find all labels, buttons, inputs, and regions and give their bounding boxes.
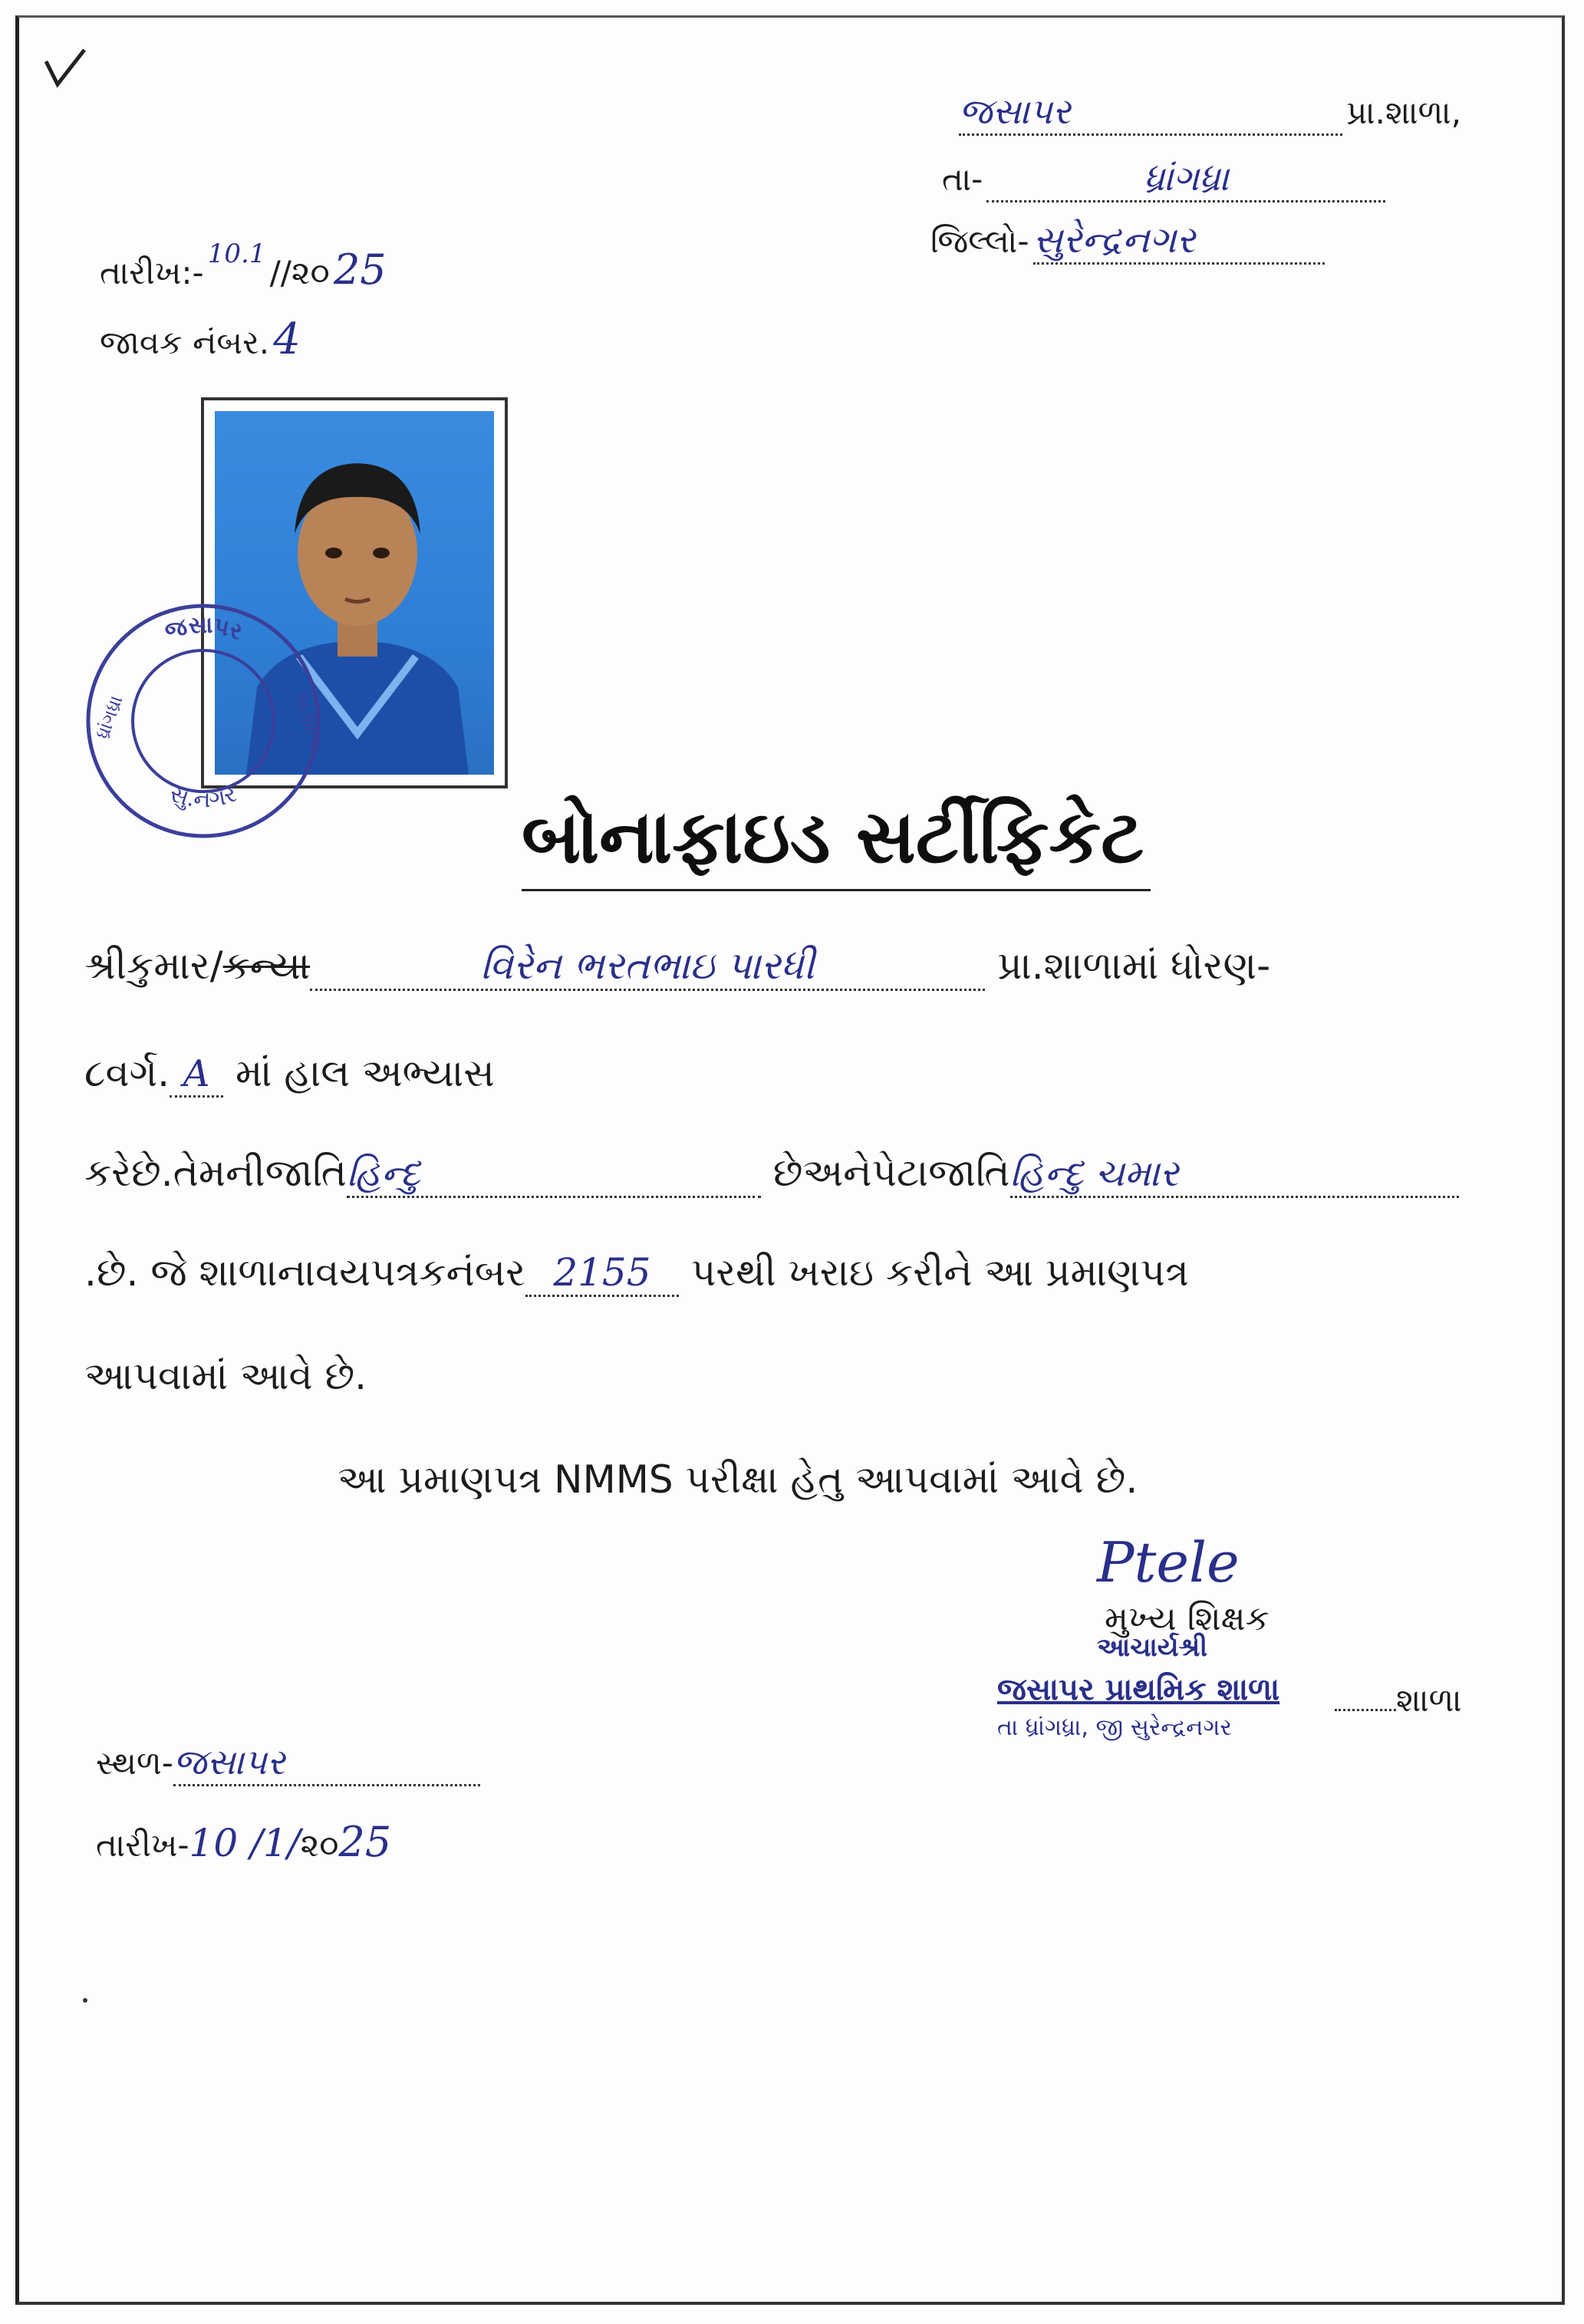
district-line (930, 219, 1325, 265)
svg-text:સુ.નગર (166, 780, 240, 813)
body-line-5: આપવામાં આવે છે. (84, 1354, 367, 1398)
body-line-2 (84, 1051, 495, 1098)
stamp-text-bottom: સુ.નગર (166, 780, 241, 814)
subcaste-handwritten: હિન્દુ ચમાર (1010, 1152, 1459, 1198)
tick-mark-icon (42, 46, 88, 92)
date-printed: //૨૦ (269, 254, 330, 291)
student-prefix: શ્રીકુમાર/ (84, 943, 223, 988)
district-handwritten: સુરેન્દ્રનગર (1033, 219, 1325, 265)
school-name-line (959, 91, 1461, 136)
student-name-handwritten: વિરેન ભરતભાઇ પારધી (310, 943, 985, 991)
inward-handwritten: 4 (273, 314, 301, 364)
stamp-text-right: પ્રા.શાળા (291, 690, 328, 753)
register-suffix: પરથી ખરાઇ કરીને આ પ્રમાણપત્ર (690, 1250, 1189, 1295)
class-suffix: માં હાલ અભ્યાસ (235, 1051, 495, 1095)
subcaste-prefix: છેઅનેપેટાજાતિ (772, 1150, 1010, 1195)
inward-number-line (100, 314, 301, 364)
certificate-title-block (522, 794, 1151, 891)
school-name-stamp: જસાપર પ્રાથમિક શાળા (997, 1672, 1280, 1707)
body-line-3 (84, 1150, 1459, 1198)
signature-role: મુખ્ય શિક્ષક (1105, 1599, 1270, 1638)
school-name-handwritten: જસાપર (959, 91, 1342, 136)
certificate-title: બોનાફાઇડ સર્ટીફિકેટ (522, 794, 1144, 880)
footer-date-year-handwritten: 25 (338, 1818, 392, 1866)
place-label: સ્થળ- (96, 1744, 173, 1782)
school-name-suffix-line (1335, 1681, 1462, 1720)
svg-text:જસાપર (162, 612, 246, 647)
school-suffix-dots (1335, 1709, 1396, 1711)
footer-date-label: તારીખ- (96, 1826, 189, 1864)
taluka-line (942, 157, 1385, 202)
student-school-suffix: પ્રા.શાળામાં ધોરણ- (997, 943, 1271, 988)
title-underline (522, 889, 1151, 891)
body-line-1 (84, 943, 1270, 991)
place-line (96, 1741, 480, 1786)
stamp-text-top: જસાપર (161, 611, 246, 647)
stamp-text-left: ધ્રાંગધ્રા (91, 692, 127, 742)
school-address-stamp: તા ધ્રાંગધ્રા, જી સુરેન્દ્રનગર (997, 1714, 1232, 1741)
caste-handwritten: હિન્દુ (347, 1152, 761, 1198)
inward-label: જાવક નંબર. (100, 324, 270, 361)
signature-role-stamp: આચાર્યશ્રી (1097, 1632, 1208, 1663)
principal-signature: Ptele (1097, 1530, 1240, 1595)
register-prefix: .છે. જે શાળાનાવયપત્રકનંબર (84, 1250, 525, 1295)
class-prefix: ૮વર્ગ. (84, 1051, 170, 1095)
school-name-suffix: પ્રા.શાળા, (1346, 94, 1462, 131)
speck-mark (83, 1998, 87, 2003)
date-line (100, 239, 387, 294)
footer-date-line (96, 1818, 391, 1866)
school-suffix-label: શાળા (1396, 1681, 1462, 1719)
purpose-line: આ પ્રમાણપત્ર NMMS પરીક્ષા હેતુ આપવામાં આવે છે. (338, 1457, 1138, 1502)
footer-date-year-printed: ૨૦ (300, 1826, 339, 1864)
date-handwritten-day: 10.1 (207, 239, 266, 269)
taluka-handwritten: ધ્રાંગધ્રા (986, 157, 1385, 202)
place-handwritten: જસાપર (173, 1741, 480, 1786)
student-prefix-struck: કન્યા (222, 943, 311, 988)
taluka-label: તા- (942, 160, 983, 198)
body-line-4 (84, 1250, 1189, 1297)
date-handwritten-year: 25 (333, 245, 387, 294)
caste-prefix: કરેછે.તેમનીજાતિ (84, 1150, 347, 1195)
date-label: તારીખ:- (100, 254, 204, 291)
register-number-handwritten: 2155 (525, 1250, 679, 1297)
class-handwritten: A (170, 1052, 223, 1098)
district-label: જિલ્લો- (930, 222, 1029, 260)
school-round-stamp (77, 594, 330, 848)
footer-date-handwritten: 10 /1/ (189, 1821, 301, 1865)
